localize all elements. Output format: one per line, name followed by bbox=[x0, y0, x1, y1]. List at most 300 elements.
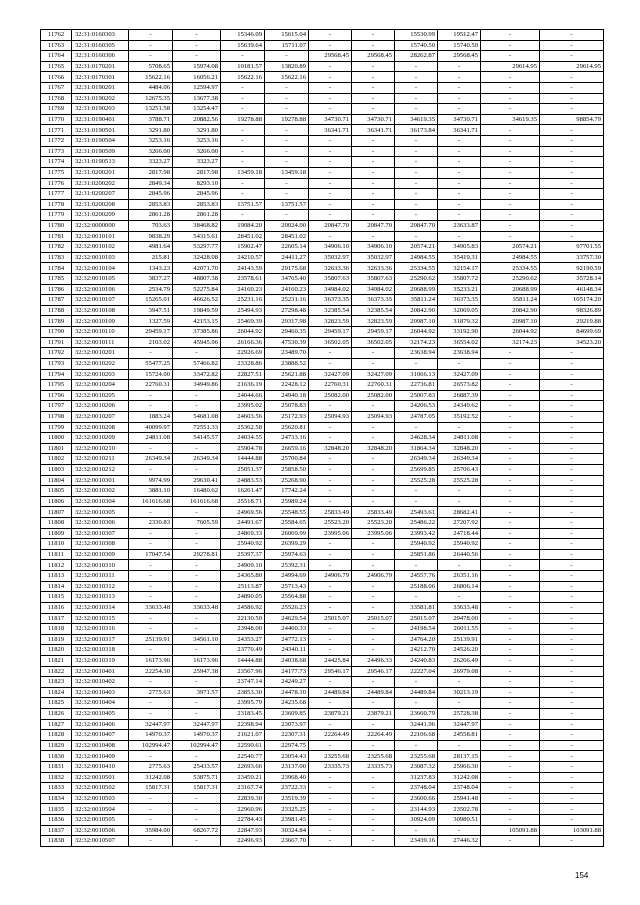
value-cell: 25231.16 bbox=[221, 295, 265, 306]
value-cell: 25941.48 bbox=[438, 793, 481, 804]
table-row bbox=[41, 581, 604, 592]
value-cell: 23948.00 bbox=[221, 624, 265, 635]
value-cell: 36341.71 bbox=[352, 125, 395, 136]
row-number-cell: 11772 bbox=[41, 136, 72, 147]
value-cell: - bbox=[129, 677, 173, 688]
row-number-cell: 11826 bbox=[41, 709, 72, 720]
cadastral-code-cell: 32:32:0010301 bbox=[72, 475, 129, 486]
cadastral-code-cell: 32:31:0190509 bbox=[72, 146, 129, 157]
value-cell: 3291.80 bbox=[129, 125, 173, 136]
row-number-cell: 11782 bbox=[41, 242, 72, 253]
value-cell: 2817.98 bbox=[173, 167, 221, 178]
table-row bbox=[41, 464, 604, 475]
value-cell: - bbox=[481, 40, 540, 51]
value-cell: 32848.20 bbox=[309, 443, 352, 454]
value-cell: 15622.16 bbox=[129, 72, 173, 83]
cadastral-code-cell: 32:31:0170201 bbox=[72, 61, 129, 72]
value-cell: 22847.93 bbox=[221, 825, 265, 836]
cadastral-code-cell: 32:32:0010212 bbox=[72, 464, 129, 475]
value-cell: 55477.25 bbox=[129, 358, 173, 369]
value-cell: 98326.89 bbox=[540, 305, 604, 316]
value-cell: 32069.05 bbox=[438, 305, 481, 316]
value-cell: - bbox=[540, 104, 604, 115]
value-cell: 26166.36 bbox=[221, 337, 265, 348]
value-cell: 24349.62 bbox=[438, 401, 481, 412]
value-cell: - bbox=[309, 422, 352, 433]
table-row bbox=[41, 380, 604, 391]
row-number-cell: 11814 bbox=[41, 581, 72, 592]
value-cell: 22106.68 bbox=[395, 730, 438, 741]
value-cell: - bbox=[309, 645, 352, 656]
table-row bbox=[41, 560, 604, 571]
value-cell: 23183.45 bbox=[221, 709, 265, 720]
table-row bbox=[41, 146, 604, 157]
value-cell: 2853.83 bbox=[173, 199, 221, 210]
value-cell: 24143.59 bbox=[221, 263, 265, 274]
value-cell: 24718.44 bbox=[438, 528, 481, 539]
value-cell: - bbox=[540, 83, 604, 94]
value-cell: - bbox=[438, 167, 481, 178]
value-cell: - bbox=[309, 178, 352, 189]
table-row bbox=[41, 30, 604, 41]
value-cell: - bbox=[309, 401, 352, 412]
value-cell: 29175.68 bbox=[265, 263, 309, 274]
value-cell: 25139.91 bbox=[129, 634, 173, 645]
value-cell: 36173.84 bbox=[395, 125, 438, 136]
value-cell: - bbox=[395, 189, 438, 200]
value-cell: - bbox=[438, 560, 481, 571]
value-cell: - bbox=[309, 167, 352, 178]
value-cell: 32385.54 bbox=[352, 305, 395, 316]
value-cell: 25700.84 bbox=[265, 454, 309, 465]
value-cell: 26349.34 bbox=[173, 454, 221, 465]
value-cell: 23995.79 bbox=[221, 698, 265, 709]
value-cell: - bbox=[481, 358, 540, 369]
value-cell: 29568.45 bbox=[309, 51, 352, 62]
cadastral-code-cell: 32:32:0010308 bbox=[72, 539, 129, 550]
cadastral-code-cell: 32:31:0190202 bbox=[72, 93, 129, 104]
value-cell: 13254.47 bbox=[173, 104, 221, 115]
value-cell: 25621.88 bbox=[265, 369, 309, 380]
value-cell: 33633.48 bbox=[129, 602, 173, 613]
value-cell: 14444.88 bbox=[221, 454, 265, 465]
value-cell: - bbox=[540, 624, 604, 635]
value-cell: - bbox=[481, 783, 540, 794]
row-number-cell: 11801 bbox=[41, 443, 72, 454]
value-cell: 33633.48 bbox=[438, 602, 481, 613]
value-cell: 29459.17 bbox=[309, 327, 352, 338]
cadastral-code-cell: 32:32:0010503 bbox=[72, 793, 129, 804]
cadastral-code-cell: 32:32:0010505 bbox=[72, 815, 129, 826]
value-cell: 68267.72 bbox=[173, 825, 221, 836]
value-cell: 23638.94 bbox=[438, 348, 481, 359]
value-cell: 22974.75 bbox=[265, 740, 309, 751]
value-cell: 25362.58 bbox=[221, 422, 265, 433]
row-number-cell: 11789 bbox=[41, 316, 72, 327]
value-cell: - bbox=[352, 93, 395, 104]
cadastral-code-cell: 32:32:0010109 bbox=[72, 316, 129, 327]
value-cell: 2861.28 bbox=[129, 210, 173, 221]
value-cell: - bbox=[265, 83, 309, 94]
value-cell: 24177.73 bbox=[265, 666, 309, 677]
table-row bbox=[41, 305, 604, 316]
value-cell: 9974.99 bbox=[129, 475, 173, 486]
value-cell: - bbox=[309, 836, 352, 847]
value-cell: 12675.35 bbox=[129, 93, 173, 104]
cadastral-code-cell: 32:31:0200207 bbox=[72, 189, 129, 200]
value-cell: 25486.22 bbox=[395, 518, 438, 529]
cadastral-code-cell: 32:31:0200202 bbox=[72, 178, 129, 189]
value-cell: - bbox=[540, 401, 604, 412]
table-row bbox=[41, 518, 604, 529]
cadastral-code-cell: 32:31:0190501 bbox=[72, 125, 129, 136]
cadastral-code-cell: 32:32:0010408 bbox=[72, 740, 129, 751]
cadastral-code-cell: 32:31:0170301 bbox=[72, 72, 129, 83]
value-cell: - bbox=[309, 539, 352, 550]
value-cell: 23993.42 bbox=[395, 528, 438, 539]
value-cell: - bbox=[352, 475, 395, 486]
value-cell: 24629.54 bbox=[265, 613, 309, 624]
value-cell: 32174.23 bbox=[481, 337, 540, 348]
value-cell: 25940.92 bbox=[438, 539, 481, 550]
value-cell: - bbox=[173, 539, 221, 550]
value-cell: 31242.08 bbox=[438, 772, 481, 783]
value-cell: 23968.40 bbox=[265, 772, 309, 783]
value-cell: 15740.50 bbox=[395, 40, 438, 51]
value-cell: - bbox=[540, 613, 604, 624]
value-cell: 32154.17 bbox=[438, 263, 481, 274]
row-number-cell: 11803 bbox=[41, 464, 72, 475]
value-cell: 35807.63 bbox=[352, 274, 395, 285]
value-cell: 25082.00 bbox=[352, 390, 395, 401]
value-cell: 22784.43 bbox=[221, 815, 265, 826]
value-cell: - bbox=[221, 146, 265, 157]
value-cell: 15622.16 bbox=[265, 72, 309, 83]
value-cell: 25523.20 bbox=[309, 518, 352, 529]
value-cell: 26011.55 bbox=[438, 624, 481, 635]
value-cell: - bbox=[481, 178, 540, 189]
value-cell: - bbox=[395, 560, 438, 571]
value-cell: 1327.59 bbox=[129, 316, 173, 327]
cadastral-code-cell: 32:32:0010316 bbox=[72, 624, 129, 635]
value-cell: 17742.24 bbox=[265, 486, 309, 497]
value-cell: - bbox=[173, 40, 221, 51]
value-cell: - bbox=[395, 422, 438, 433]
value-cell: - bbox=[540, 719, 604, 730]
table-row bbox=[41, 549, 604, 560]
value-cell: 72551.33 bbox=[173, 422, 221, 433]
value-cell: - bbox=[309, 549, 352, 560]
table-row bbox=[41, 189, 604, 200]
value-cell: 32633.36 bbox=[352, 263, 395, 274]
value-cell: 20847.70 bbox=[352, 220, 395, 231]
value-cell: 24557.76 bbox=[395, 571, 438, 582]
value-cell: - bbox=[129, 51, 173, 62]
value-cell: - bbox=[129, 539, 173, 550]
value-cell: 20688.99 bbox=[481, 284, 540, 295]
row-number-cell: 11827 bbox=[41, 719, 72, 730]
value-cell: 23667.70 bbox=[265, 836, 309, 847]
table-row bbox=[41, 496, 604, 507]
value-cell: 32427.09 bbox=[309, 369, 352, 380]
value-cell: - bbox=[540, 740, 604, 751]
value-cell: 26573.82 bbox=[438, 380, 481, 391]
value-cell: 12594.97 bbox=[173, 83, 221, 94]
value-cell: 34949.86 bbox=[173, 380, 221, 391]
value-cell: 24526.20 bbox=[438, 645, 481, 656]
value-cell: 33757.30 bbox=[540, 252, 604, 263]
value-cell: 23489.70 bbox=[265, 348, 309, 359]
value-cell: 35233.21 bbox=[438, 284, 481, 295]
cadastral-code-cell: 32:32:0010108 bbox=[72, 305, 129, 316]
value-cell: - bbox=[540, 592, 604, 603]
value-cell: 35032.97 bbox=[352, 252, 395, 263]
table-row bbox=[41, 104, 604, 115]
value-cell: - bbox=[481, 507, 540, 518]
value-cell: - bbox=[129, 804, 173, 815]
value-cell: - bbox=[395, 740, 438, 751]
value-cell: 2330.83 bbox=[129, 518, 173, 529]
value-cell: 34984.02 bbox=[309, 284, 352, 295]
value-cell: - bbox=[540, 772, 604, 783]
row-number-cell: 11817 bbox=[41, 613, 72, 624]
value-cell: 2817.98 bbox=[129, 167, 173, 178]
value-cell: - bbox=[540, 210, 604, 221]
table-row bbox=[41, 263, 604, 274]
cadastral-code-cell: 32:32:0010402 bbox=[72, 677, 129, 688]
table-row bbox=[41, 592, 604, 603]
value-cell: 22398.94 bbox=[221, 719, 265, 730]
value-cell: - bbox=[352, 486, 395, 497]
value-cell: - bbox=[352, 740, 395, 751]
value-cell: 36554.02 bbox=[438, 337, 481, 348]
cadastral-code-cell: 32:32:0010209 bbox=[72, 433, 129, 444]
value-cell: 29317.98 bbox=[265, 316, 309, 327]
value-cell: - bbox=[395, 93, 438, 104]
value-cell: 24044.66 bbox=[221, 390, 265, 401]
row-number-cell: 11832 bbox=[41, 772, 72, 783]
table-row bbox=[41, 157, 604, 168]
value-cell: 34765.40 bbox=[265, 274, 309, 285]
value-cell: - bbox=[129, 645, 173, 656]
table-row bbox=[41, 709, 604, 720]
value-cell: - bbox=[540, 836, 604, 847]
value-cell: 13820.89 bbox=[265, 61, 309, 72]
value-cell: 24906.79 bbox=[352, 571, 395, 582]
row-number-cell: 11793 bbox=[41, 358, 72, 369]
value-cell: - bbox=[540, 762, 604, 773]
value-cell: - bbox=[481, 348, 540, 359]
value-cell: 35811.24 bbox=[395, 295, 438, 306]
value-cell: - bbox=[309, 464, 352, 475]
cadastral-code-cell: 32:32:0010207 bbox=[72, 411, 129, 422]
value-cell: 20882.56 bbox=[173, 114, 221, 125]
value-cell: - bbox=[221, 157, 265, 168]
table-row bbox=[41, 136, 604, 147]
value-cell: 10181.57 bbox=[221, 61, 265, 72]
value-cell: - bbox=[129, 836, 173, 847]
value-cell: - bbox=[221, 51, 265, 62]
table-row bbox=[41, 815, 604, 826]
value-cell: 35811.24 bbox=[481, 295, 540, 306]
value-cell: - bbox=[481, 199, 540, 210]
value-cell: 24764.20 bbox=[395, 634, 438, 645]
value-cell: - bbox=[352, 539, 395, 550]
value-cell: 22960.96 bbox=[221, 804, 265, 815]
value-cell: 3837.27 bbox=[129, 274, 173, 285]
value-cell: 25397.37 bbox=[221, 549, 265, 560]
value-cell: - bbox=[129, 528, 173, 539]
value-cell: - bbox=[309, 486, 352, 497]
value-cell: 48807.38 bbox=[173, 274, 221, 285]
value-cell: 2534.79 bbox=[129, 284, 173, 295]
value-cell: - bbox=[265, 157, 309, 168]
row-number-cell: 11804 bbox=[41, 475, 72, 486]
value-cell: - bbox=[395, 592, 438, 603]
value-cell: - bbox=[309, 61, 352, 72]
cadastral-code-cell: 32:32:0010208 bbox=[72, 422, 129, 433]
value-cell: 105091.88 bbox=[481, 825, 540, 836]
value-cell: 25523.20 bbox=[352, 518, 395, 529]
value-cell: 29460.35 bbox=[265, 327, 309, 338]
value-cell: - bbox=[540, 380, 604, 391]
value-cell: 34906.10 bbox=[352, 242, 395, 253]
value-cell: 34730.71 bbox=[352, 114, 395, 125]
value-cell: - bbox=[481, 740, 540, 751]
value-cell: 23722.33 bbox=[265, 783, 309, 794]
value-cell: - bbox=[540, 93, 604, 104]
value-cell: - bbox=[438, 189, 481, 200]
row-number-cell: 11823 bbox=[41, 677, 72, 688]
value-cell: 42071.70 bbox=[173, 263, 221, 274]
row-number-cell: 11773 bbox=[41, 146, 72, 157]
value-cell: 7605.59 bbox=[173, 518, 221, 529]
value-cell: 34619.35 bbox=[481, 114, 540, 125]
value-cell: - bbox=[173, 592, 221, 603]
value-cell: 23519.39 bbox=[265, 793, 309, 804]
value-cell: 22827.51 bbox=[221, 369, 265, 380]
value-cell: - bbox=[481, 401, 540, 412]
row-number-cell: 11771 bbox=[41, 125, 72, 136]
value-cell: 3266.00 bbox=[129, 146, 173, 157]
value-cell: 23502.78 bbox=[438, 804, 481, 815]
cadastral-code-cell: 32:32:0010318 bbox=[72, 645, 129, 656]
value-cell: 23335.73 bbox=[352, 762, 395, 773]
value-cell: 25548.55 bbox=[265, 507, 309, 518]
cadastral-code-cell: 32:32:0010110 bbox=[72, 327, 129, 338]
row-number-cell: 11838 bbox=[41, 836, 72, 847]
value-cell: - bbox=[481, 104, 540, 115]
value-cell: 22227.04 bbox=[395, 666, 438, 677]
cadastral-code-cell: 32:32:0000000 bbox=[72, 220, 129, 231]
value-cell: 25966.30 bbox=[438, 762, 481, 773]
cadastral-code-cell: 32:31:0200208 bbox=[72, 199, 129, 210]
value-cell: 20842.90 bbox=[481, 305, 540, 316]
cadastral-code-cell: 32:32:0010501 bbox=[72, 772, 129, 783]
value-cell: 52275.84 bbox=[173, 284, 221, 295]
value-cell: 28262.87 bbox=[395, 51, 438, 62]
row-number-cell: 11809 bbox=[41, 528, 72, 539]
value-cell: 32174.23 bbox=[395, 337, 438, 348]
value-cell: - bbox=[481, 93, 540, 104]
value-cell: - bbox=[481, 687, 540, 698]
value-cell: 2775.63 bbox=[129, 762, 173, 773]
value-cell: 15974.08 bbox=[173, 61, 221, 72]
value-cell: - bbox=[395, 178, 438, 189]
value-cell: 26399.29 bbox=[265, 539, 309, 550]
cadastral-code-cell: 32:32:0010506 bbox=[72, 825, 129, 836]
cadastral-code-cell: 32:32:0010409 bbox=[72, 751, 129, 762]
value-cell: 32823.59 bbox=[352, 316, 395, 327]
value-cell: 15817.31 bbox=[173, 783, 221, 794]
cadastral-code-cell: 32:31:0190203 bbox=[72, 104, 129, 115]
value-cell: 23879.21 bbox=[352, 709, 395, 720]
value-cell: 23853.30 bbox=[221, 687, 265, 698]
value-cell: - bbox=[129, 507, 173, 518]
value-cell: - bbox=[540, 634, 604, 645]
value-cell: - bbox=[540, 146, 604, 157]
value-cell: 22496.93 bbox=[221, 836, 265, 847]
value-cell: - bbox=[481, 804, 540, 815]
value-cell: - bbox=[309, 199, 352, 210]
cadastral-code-cell: 32:32:0010307 bbox=[72, 528, 129, 539]
page-number: 154 bbox=[575, 871, 589, 880]
value-cell: - bbox=[221, 104, 265, 115]
value-cell: 25494.93 bbox=[221, 305, 265, 316]
value-cell: - bbox=[309, 358, 352, 369]
value-cell: - bbox=[540, 698, 604, 709]
value-cell: 46626.52 bbox=[173, 295, 221, 306]
row-number-cell: 11768 bbox=[41, 93, 72, 104]
value-cell: - bbox=[352, 231, 395, 242]
value-cell: 2845.96 bbox=[173, 189, 221, 200]
value-cell: - bbox=[481, 613, 540, 624]
value-cell: - bbox=[540, 199, 604, 210]
table-row bbox=[41, 348, 604, 359]
cadastral-code-cell: 32:32:0010201 bbox=[72, 348, 129, 359]
value-cell: 3947.51 bbox=[129, 305, 173, 316]
value-cell: - bbox=[481, 125, 540, 136]
row-number-cell: 11824 bbox=[41, 687, 72, 698]
cadastral-code-cell: 32:31:0190513 bbox=[72, 157, 129, 168]
value-cell: 17047.54 bbox=[129, 549, 173, 560]
value-cell: 29546.17 bbox=[309, 666, 352, 677]
value-cell: - bbox=[540, 560, 604, 571]
value-cell: 46148.34 bbox=[540, 284, 604, 295]
value-cell: 36502.05 bbox=[352, 337, 395, 348]
value-cell: - bbox=[265, 146, 309, 157]
table-row bbox=[41, 507, 604, 518]
cadastral-code-cell: 32:32:0010302 bbox=[72, 486, 129, 497]
value-cell: 13459.18 bbox=[221, 167, 265, 178]
value-cell: 26349.34 bbox=[438, 454, 481, 465]
value-cell: 22590.61 bbox=[221, 740, 265, 751]
value-cell: - bbox=[309, 210, 352, 221]
cadastral-code-cell: 32:32:0010319 bbox=[72, 655, 129, 666]
value-cell: 3788.71 bbox=[129, 114, 173, 125]
cadastral-code-cell: 32:31:0190504 bbox=[72, 136, 129, 147]
table-row bbox=[41, 825, 604, 836]
value-cell: 25290.62 bbox=[395, 274, 438, 285]
value-cell: - bbox=[438, 93, 481, 104]
value-cell: 31237.83 bbox=[395, 772, 438, 783]
value-cell: - bbox=[395, 231, 438, 242]
value-cell: 32633.36 bbox=[309, 263, 352, 274]
value-cell: - bbox=[352, 815, 395, 826]
value-cell: 25989.24 bbox=[265, 496, 309, 507]
value-cell: 54315.61 bbox=[173, 231, 221, 242]
value-cell: - bbox=[221, 93, 265, 104]
